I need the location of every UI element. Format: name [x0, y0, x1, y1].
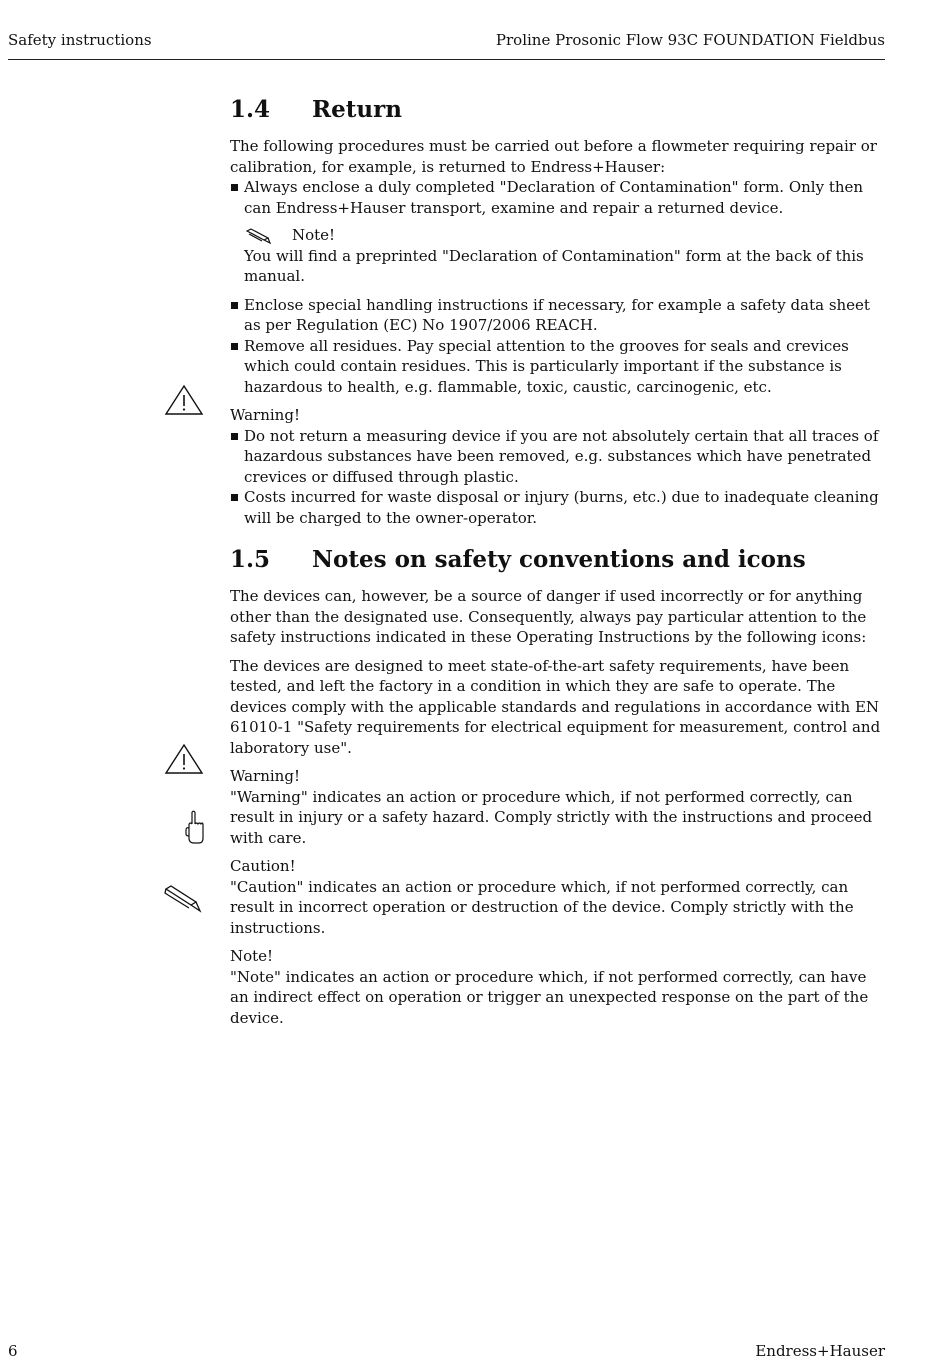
bullet-square-icon: [231, 433, 238, 440]
list-item: Always enclose a duly completed "Declaration of Contamination" form. Only then can Endress+Hauser transport, examine and repair a returned device.: [230, 177, 885, 218]
note-text: You will find a preprinted "Declaration of Contamination" form at the back of this manual.: [244, 246, 864, 285]
list-item: Enclose special handling instructions if necessary, for example a safety data sheet as per Regulation (EC) No 1907/2006 REACH.: [230, 295, 885, 336]
warning-label: Warning!: [230, 406, 300, 424]
section-heading-safety-conventions: [230, 546, 806, 573]
header-rule: [8, 59, 885, 60]
pencil-note-icon: [244, 225, 292, 245]
note-label: Note!: [292, 226, 336, 244]
return-body: [230, 136, 885, 528]
running-header-left: Safety instructions: [8, 31, 152, 49]
conventions-para-2: The devices are designed to meet state-of-the-art safety requirements, have been tested, and left the factory in a condition in which they are safe to operate. The devices comply with the applicable standards and regulations in accordance with EN 61010-1 "Safety requirements for electrical equipment for measurement, control and laboratory use".: [230, 656, 881, 757]
note-label: Note!: [230, 947, 274, 965]
note-callout: [230, 225, 885, 287]
bullet-square-icon: [231, 343, 238, 350]
page-number: 6: [8, 1342, 18, 1360]
bullet-square-icon: [231, 494, 238, 501]
conventions-para-1: The devices can, however, be a source of danger if used incorrectly or for anything other than the designated use. Consequently, always pay particular attention to the safety instructions indicated in these Operating Instructions by the following icons:: [230, 587, 867, 646]
pencil-note-icon: [163, 883, 203, 921]
caution-label: Caution!: [230, 857, 296, 875]
bullet-square-icon: [231, 302, 238, 309]
warning-label: Warning!: [230, 767, 300, 785]
section-title: Notes on safety conventions and icons: [312, 546, 806, 573]
section-number: 1.5: [230, 546, 271, 573]
note-text: "Note" indicates an action or procedure which, if not performed correctly, can have an indirect effect on operation or trigger an unexpected response on the part of the device.: [230, 967, 869, 1027]
warning-triangle-icon: [163, 743, 205, 779]
list-item: Costs incurred for waste disposal or injury (burns, etc.) due to inadequate cleaning will be charged to the owner-operator.: [230, 487, 885, 528]
section-title: Return: [312, 96, 402, 123]
return-intro: The following procedures must be carried out before a flowmeter requiring repair or calibration, for example, is returned to Endress+Hauser:: [230, 137, 877, 176]
section-heading-return: [230, 96, 402, 123]
list-item: Remove all residues. Pay special attention to the grooves for seals and crevices which could contain residues. This is particularly important if the substance is hazardous to health, e.g. flammable, toxic, caustic, carcinogenic, etc.: [230, 336, 885, 398]
bullet-square-icon: [231, 184, 238, 191]
warning-text: "Warning" indicates an action or procedure which, if not performed correctly, can result in injury or a safety hazard. Comply strictly with the instructions and proceed with care.: [230, 787, 873, 847]
list-item: Do not return a measuring device if you are not absolutely certain that all traces of hazardous substances have been removed, e.g. substances which have penetrated crevices or diffused through plastic.: [230, 426, 885, 488]
caution-text: "Caution" indicates an action or procedure which, if not performed correctly, can result in incorrect operation or destruction of the device. Comply strictly with the instructions.: [230, 877, 854, 937]
warning-triangle-icon: [163, 384, 205, 420]
section-number: 1.4: [230, 96, 271, 123]
caution-hand-icon: [180, 810, 208, 850]
running-header-right: Proline Prosonic Flow 93C FOUNDATION Fieldbus: [495, 31, 885, 49]
safety-conventions-body: [230, 586, 885, 1028]
footer-brand: Endress+Hauser: [755, 1342, 885, 1360]
